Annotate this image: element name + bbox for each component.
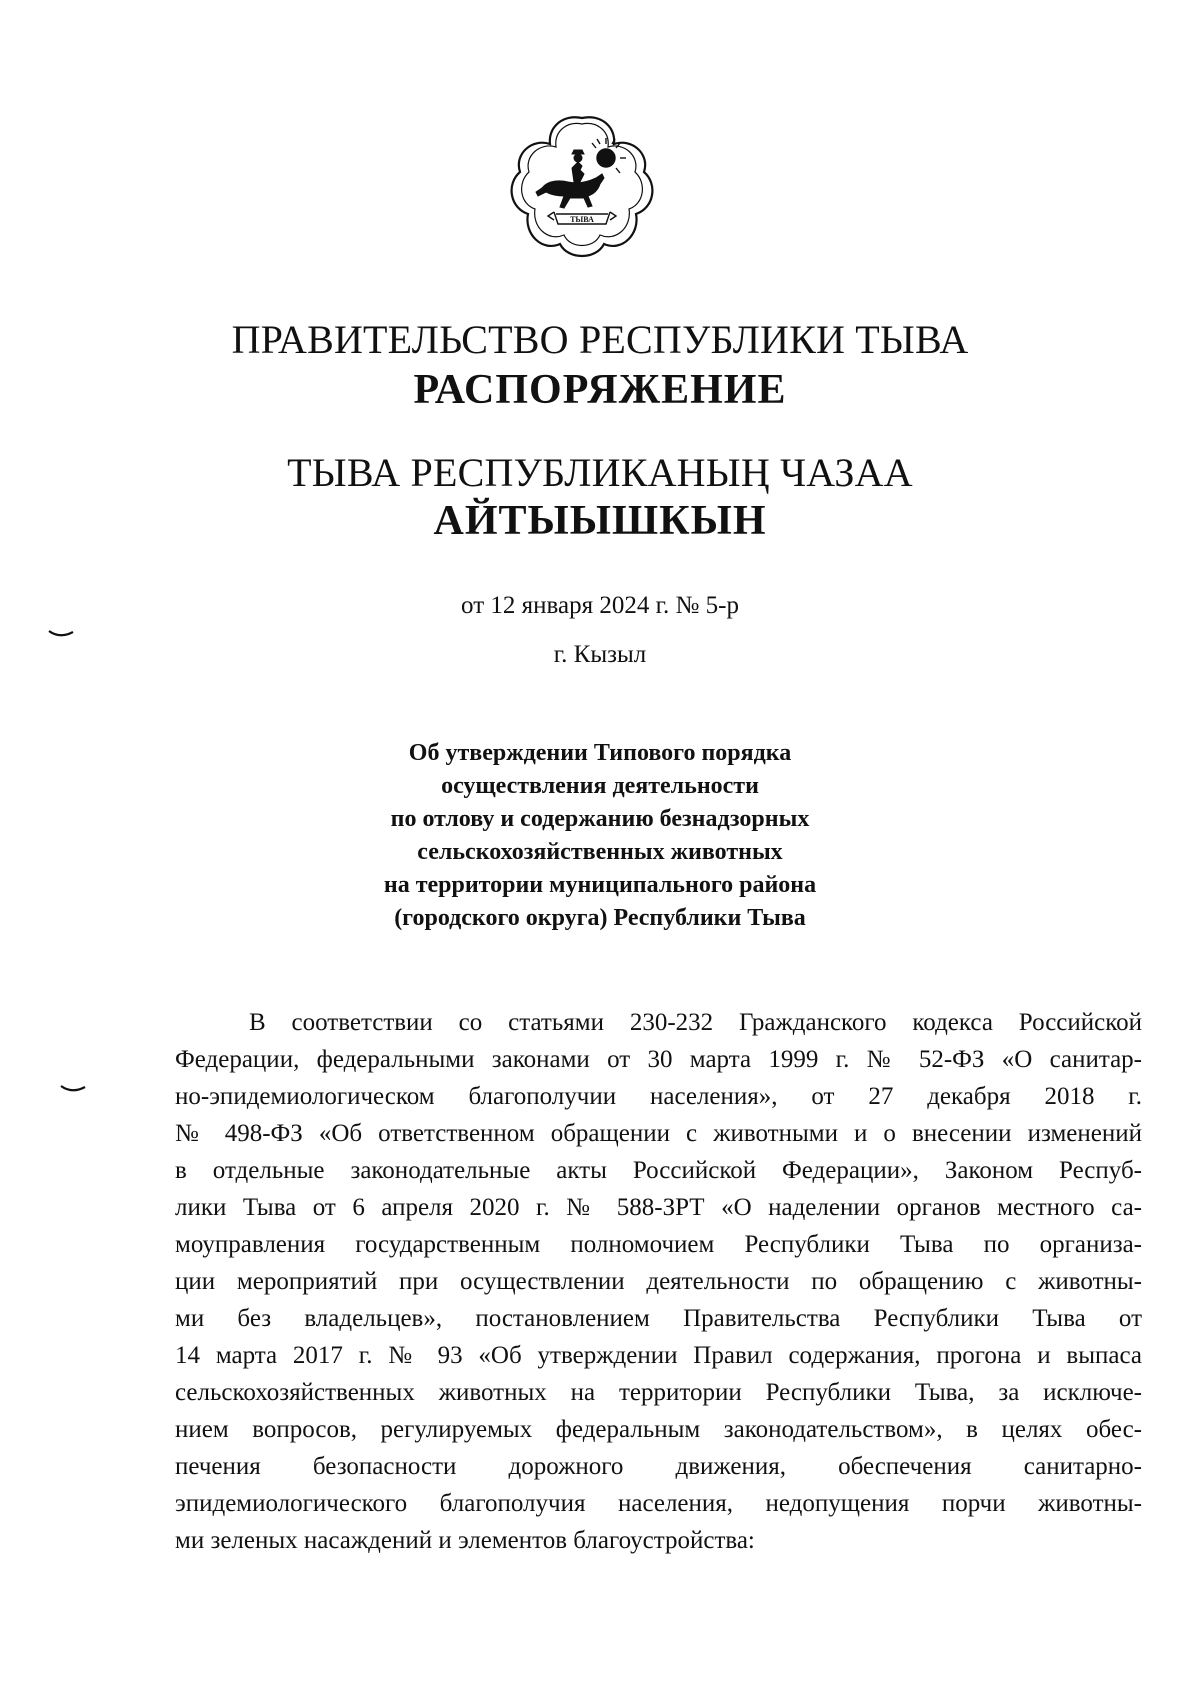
body-line: в отдельные законодательные акты Российской Федерации», Законом Респуб- xyxy=(175,1157,1142,1184)
government-name-ru: ПРАВИТЕЛЬСТВО РЕСПУБЛИКИ ТЫВА xyxy=(231,317,969,362)
scan-mark xyxy=(48,629,74,639)
title-line: на территории муниципального района xyxy=(383,872,817,898)
body-line: нием вопросов, регулируемых федеральным законодательством», в целях обес- xyxy=(175,1416,1142,1443)
body-line: но-эпидемиологическом благополучии населения», от 27 декабря 2018 г. xyxy=(175,1083,1142,1110)
body-line: моуправления государственным полномочием Республики Тыва по организа- xyxy=(175,1231,1142,1258)
body-line: сельскохозяйственных животных на территории Республики Тыва, за исключе- xyxy=(175,1379,1142,1406)
body-line: ми зеленых насаждений и элементов благоустройства: xyxy=(175,1527,755,1554)
document-title xyxy=(330,737,870,935)
body-line: ми без владельцев», постановлением Правительства Республики Тыва от xyxy=(175,1305,1142,1332)
body-line: печения безопасности дорожного движения, обеспечения санитарно- xyxy=(175,1453,1142,1480)
body-line: лики Тыва от 6 апреля 2020 г. № 588-ЗРТ «О наделении органов местного са- xyxy=(175,1194,1142,1221)
order-type-ru: РАСПОРЯЖЕНИЕ xyxy=(413,367,787,413)
title-line: сельскохозяйственных животных xyxy=(417,839,783,865)
preamble-paragraph xyxy=(175,1004,1142,1559)
order-type-tv: АЙТЫЫШКЫН xyxy=(433,498,767,544)
body-line: ции мероприятий при осуществлении деятельности по обращению с животны- xyxy=(175,1268,1142,1295)
body-line: Федерации, федеральными законами от 30 марта 1999 г. № 52-ФЗ «О санитар- xyxy=(175,1046,1142,1073)
document-city: г. Кызыл xyxy=(553,641,647,668)
scan-mark xyxy=(60,1084,86,1094)
document-date-number: от 12 января 2024 г. № 5-р xyxy=(461,592,739,619)
tuva-emblem xyxy=(508,110,656,258)
body-line: эпидемиологического благополучия населения, недопущения порчи животны- xyxy=(175,1490,1142,1517)
title-line: осуществления деятельности xyxy=(441,773,759,799)
body-line: № 498-ФЗ «Об ответственном обращении с животными и о внесении изменений xyxy=(175,1120,1142,1147)
body-line: 14 марта 2017 г. № 93 «Об утверждении Правил содержания, прогона и выпаса xyxy=(175,1342,1142,1369)
title-line: по отлову и содержанию безнадзорных xyxy=(390,806,810,832)
government-name-tv: ТЫВА РЕСПУБЛИКАНЫҢ ЧАЗАА xyxy=(287,450,913,495)
title-line: (городского округа) Республики Тыва xyxy=(394,905,806,931)
body-line: В соответствии со статьями 230-232 Гражданского кодекса Российской xyxy=(249,1009,1142,1036)
emblem-ribbon-text: ТЫВА xyxy=(570,215,594,224)
title-line: Об утверждении Типового порядка xyxy=(408,740,792,766)
